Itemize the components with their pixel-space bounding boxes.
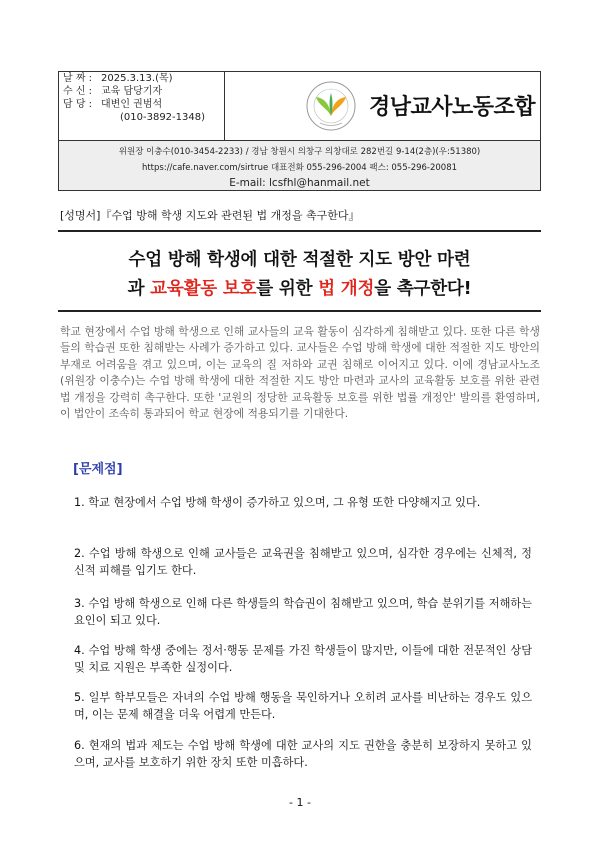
leaf-logo-icon — [305, 80, 357, 132]
headline-text: 을 촉구한다! — [374, 279, 472, 299]
issue-item: 4. 수업 방해 학생 중에는 정서·행동 문제를 가진 학생들이 많지만, 이들에 대한 전문적인 상담 및 치료 지원은 부족한 실정이다. — [74, 644, 532, 674]
recipient-value: 교육 담당기자 — [101, 86, 163, 97]
letterhead — [58, 71, 541, 191]
issue-item: 6. 현재의 법과 제도는 수업 방해 학생에 대한 교사의 지도 권한을 충분히 보장하지 못하고 있으며, 교사를 보호하기 위한 장치 또한 미흡하다. — [74, 739, 532, 769]
letterhead-meta — [59, 72, 225, 140]
contact-value: 대변인 권범석 — [101, 99, 163, 110]
issue-item: 1. 학교 현장에서 수업 방해 학생이 증가하고 있으며, 그 유형 또한 다양해지고 있다. — [74, 496, 481, 509]
headline-text: 를 위한 — [256, 279, 319, 299]
org-name: 경남교사노동조합 — [369, 95, 536, 120]
date-label: 날 짜 : — [63, 73, 93, 84]
contact-phone: (010-3892-1348) — [120, 112, 206, 123]
headline-highlight: 법 개정 — [318, 279, 375, 299]
page-number: - 1 - — [289, 796, 311, 809]
contact-row — [59, 98, 224, 111]
contact-line-email: E-mail: lcsfhl@hanmail.net — [229, 177, 370, 189]
contact-line-phone: https://cafe.naver.com/sirtrue 대표전화 055-296-2004 팩스: 055-296-20081 — [141, 163, 458, 173]
date-row — [59, 72, 224, 85]
intro-paragraph: 학교 현장에서 수업 방해 학생으로 인해 교사들의 교육 활동이 심각하게 침해받고 있다. 또한 다른 학생들의 학습권 또한 침해받는 사례가 증가하고 있다. 교사들은 수업 방해 학생에 대한 적절한 지도 방안의 부재로 어려움을 겪고 있으며, 이는 교육의 질 저하와 교권 침해로 이어지고 있다. 이에 경남교사노조(위원장 이충수)는 수업 방해 학생에 대한 적절한 지도 방안 마련과 교사의 교육활동 보호를 위한 관련 법 개정을 강력히 촉구한다. 또한 '교원의 정당한 교육활동 보호를 위한 법률 개정안' 발의를 환영하며, 이 법안이 조속히 통과되어 학교 현장에 적용되기를 기대한다. — [60, 325, 540, 421]
issue-item: 3. 수업 방해 학생으로 인해 다른 학생들의 학습권이 침해받고 있으며, 학습 분위기를 저해하는 요인이 되고 있다. — [74, 597, 532, 627]
date-value: 2025.3.13.(목) — [101, 73, 173, 84]
headline-box — [58, 230, 541, 312]
recipient-row — [59, 85, 224, 98]
contact-band — [59, 140, 540, 190]
headline-text: 과 — [127, 279, 151, 299]
headline-line-1: 수업 방해 학생에 대한 적절한 지도 방안 마련 — [128, 250, 471, 270]
headline-highlight: 교육활동 보호 — [150, 279, 257, 299]
issue-item: 2. 수업 방해 학생으로 인해 교사들은 교육권을 침해받고 있으며, 심각한 경우에는 신체적, 정신적 피해를 입기도 한다. — [74, 547, 532, 577]
section-title: [문제점] — [73, 462, 123, 477]
headline-line-2 — [58, 275, 541, 300]
contact-label: 담 당 : — [63, 99, 93, 110]
statement-subject: [성명서]『수업 방해 학생 지도와 관련된 법 개정을 촉구한다』 — [60, 209, 360, 222]
recipient-label: 수 신 : — [63, 86, 93, 97]
letterhead-brand — [225, 72, 540, 140]
issue-item: 5. 일부 학부모들은 자녀의 수업 방해 행동을 묵인하거나 오히려 교사를 비난하는 경우도 있으며, 이는 문제 해결을 더욱 어렵게 만든다. — [74, 691, 532, 721]
contact-line-address: 위원장 이충수(010-3454-2233) / 경남 창원시 의창구 의창대로 282번길 9-14(2층)(우:51380) — [118, 147, 481, 157]
